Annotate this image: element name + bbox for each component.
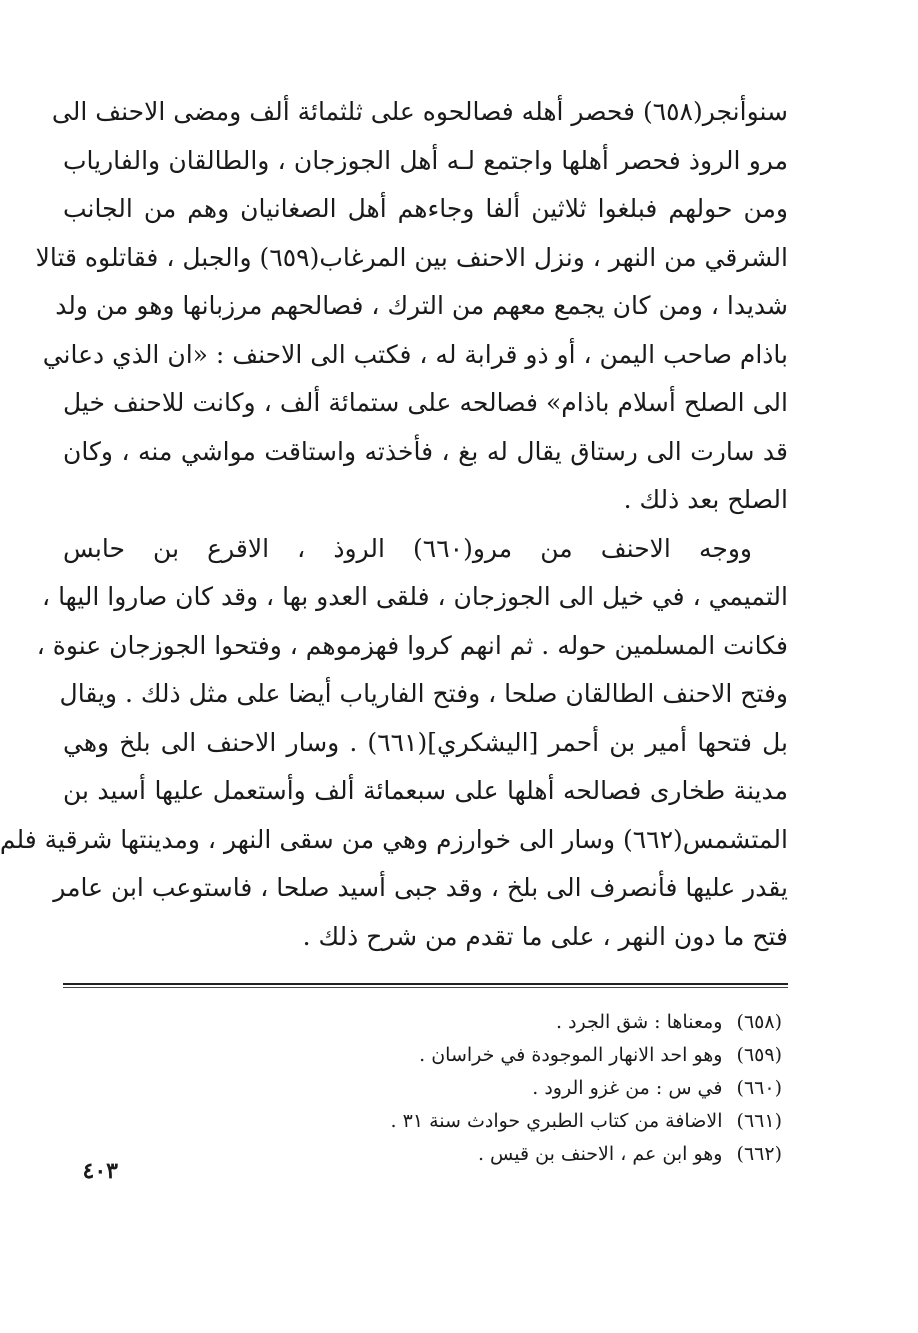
text-line: مدينة طخارى فصالحه أهلها على سبعمائة ألف وأستعمل عليها أسيد بن xyxy=(63,776,788,805)
text-line: مرو الروذ فحصر أهلها واجتمع لـه أهل الجوزجان ، والطالقان والفارياب xyxy=(63,145,788,175)
text-line: الشرقي من النهر ، ونزل الاحنف بين المرغاب(٦٥٩) والجبل ، فقاتلوه قتالا xyxy=(35,242,788,272)
footnote-text: الاضافة من كتاب الطبري حوادث سنة ٣١ . xyxy=(390,1110,723,1132)
footnote-item xyxy=(63,1072,782,1105)
book-page xyxy=(0,88,789,1171)
text-line: وفتح الاحنف الطالقان صلحا ، وفتح الفارياب أيضا على مثل ذلك . ويقال xyxy=(59,679,788,708)
footnote-text: ومعناها : شق الجرد . xyxy=(555,1011,723,1033)
text-line: بل فتحها أمير بن أحمر [اليشكري](٦٦١) . وسار الاحنف الى بلخ وهي xyxy=(63,727,789,757)
text-line: الصلح بعد ذلك . xyxy=(623,485,788,514)
footnote-number: (٦٥٨) xyxy=(736,1011,782,1033)
footnote-number: (٦٦٠) xyxy=(736,1077,782,1099)
footnote-item xyxy=(63,1138,782,1171)
footnote-text: وهو احد الانهار الموجودة في خراسان . xyxy=(419,1044,723,1066)
footnote-number: (٦٦٢) xyxy=(736,1143,782,1165)
footnote-text: وهو ابن عم ، الاحنف بن قيس . xyxy=(477,1143,723,1165)
footnotes xyxy=(63,1006,788,1171)
text-line: شديدا ، ومن كان يجمع معهم من الترك ، فصالحهم مرزبانها وهو من ولد xyxy=(55,291,788,320)
footnote-number: (٦٥٩) xyxy=(736,1044,782,1066)
text-line: قد سارت الى رستاق يقال له بغ ، فأخذته واستاقت مواشي منه ، وكان xyxy=(63,436,788,466)
footnote-text: في س : من غزو الرود . xyxy=(532,1077,723,1099)
text-line: ومن حولهم فبلغوا ثلاثين ألفا وجاءهم أهل الصغانيان وهم من الجانب xyxy=(63,194,788,223)
text-line: فكانت المسلمين حوله . ثم انهم كروا فهزموهم ، وفتحوا الجوزجان عنوة ، xyxy=(36,630,788,660)
main-text xyxy=(0,88,789,961)
footnote-divider xyxy=(63,983,788,988)
footnote-number: (٦٦١) xyxy=(736,1110,782,1132)
text-line: الى الصلح أسلام باذام» فصالحه على ستمائة ألف ، وكانت للاحنف خيل xyxy=(63,388,788,417)
page-number: ٤٠٣ xyxy=(82,1158,118,1184)
text-line: يقدر عليها فأنصرف الى بلخ ، وقد جبى أسيد صلحا ، فاستوعب ابن عامر xyxy=(53,873,788,902)
paragraph-1 xyxy=(35,88,788,525)
text-line: باذام صاحب اليمن ، أو ذو قرابة له ، فكتب الى الاحنف : «ان الذي دعاني xyxy=(42,339,788,369)
text-line: فتح ما دون النهر ، على ما تقدم من شرح ذلك . xyxy=(302,921,788,951)
footnote-item xyxy=(63,1006,782,1039)
footnote-item xyxy=(63,1105,782,1138)
text-line: المتشمس(٦٦٢) وسار الى خوارزم وهي من سقى النهر ، ومدينتها شرقية فلم xyxy=(0,824,788,854)
text-line: التميمي ، في خيل الى الجوزجان ، فلقى العدو بها ، وقد كان صاروا اليها ، xyxy=(42,582,788,611)
text-line: سنوأنجر(٦٥٨) فحصر أهله فصالحوه على ثلثمائة ألف ومضى الاحنف الى xyxy=(51,97,788,126)
paragraph-2 xyxy=(0,525,789,962)
footnote-item xyxy=(63,1039,782,1072)
text-line: ووجه الاحنف من مرو(٦٦٠) الروذ ، الاقرع بن حابس xyxy=(63,533,753,563)
